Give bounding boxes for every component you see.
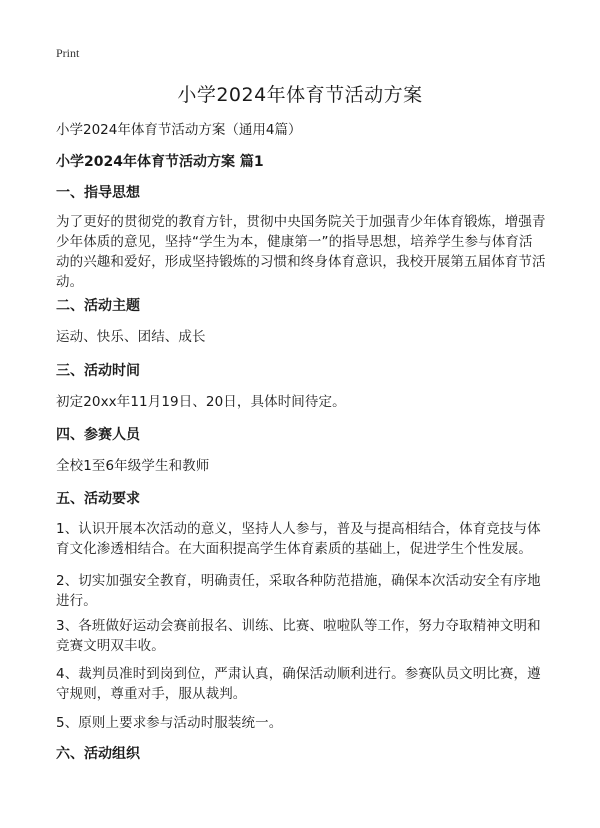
section-heading-guiding-ideology: 一、指导思想 <box>56 185 140 201</box>
section-heading-participants: 四、参赛人员 <box>56 427 140 443</box>
requirement-item: 2、切实加强安全教育，明确责任，采取各种防范措施，确保本次活动安全有序地进行。 <box>56 573 541 609</box>
section-heading-requirements: 五、活动要求 <box>56 491 140 507</box>
print-label[interactable]: Print <box>56 46 80 60</box>
requirement-item: 5、原则上要求参与活动时服装统一。 <box>56 715 283 731</box>
section-heading-theme: 二、活动主题 <box>56 298 140 314</box>
section-body-participants: 全校1至6年级学生和教师 <box>56 458 210 474</box>
section-body-time: 初定20xx年11月19日、20日，具体时间待定。 <box>56 394 346 410</box>
section-body-guiding-ideology: 为了更好的贯彻党的教育方针，贯彻中央国务院关于加强青少年体育锻炼，增强青少年体质的意见，坚持“学生为本，健康第一”的指导思想，培养学生参与体育活动的兴趣和爱好，形成坚持锻炼的习惯和终身体育意识，我校开展第五届体育节活动。 <box>56 214 546 290</box>
section-heading-time: 三、活动时间 <box>56 363 140 379</box>
requirement-item: 1、认识开展本次活动的意义，坚持人人参与，普及与提高相结合，体育竞技与体育文化渗透相结合。在大面积提高学生体育素质的基础上，促进学生个性发展。 <box>56 521 541 557</box>
section-heading-organization: 六、活动组织 <box>56 746 140 762</box>
part-title: 小学2024年体育节活动方案 篇1 <box>56 154 264 170</box>
section-body-theme: 运动、快乐、团结、成长 <box>56 329 206 345</box>
requirement-item: 3、各班做好运动会赛前报名、训练、比赛、啦啦队等工作，努力夺取精神文明和竞赛文明双丰收。 <box>56 618 541 654</box>
requirement-item: 4、裁判员准时到岗到位，严肃认真，确保活动顺利进行。参赛队员文明比赛，遵守规则，尊重对手，服从裁判。 <box>56 666 541 702</box>
page-title: 小学2024年体育节活动方案 <box>177 84 423 106</box>
document-subtitle: 小学2024年体育节活动方案（通用4篇） <box>56 122 302 138</box>
